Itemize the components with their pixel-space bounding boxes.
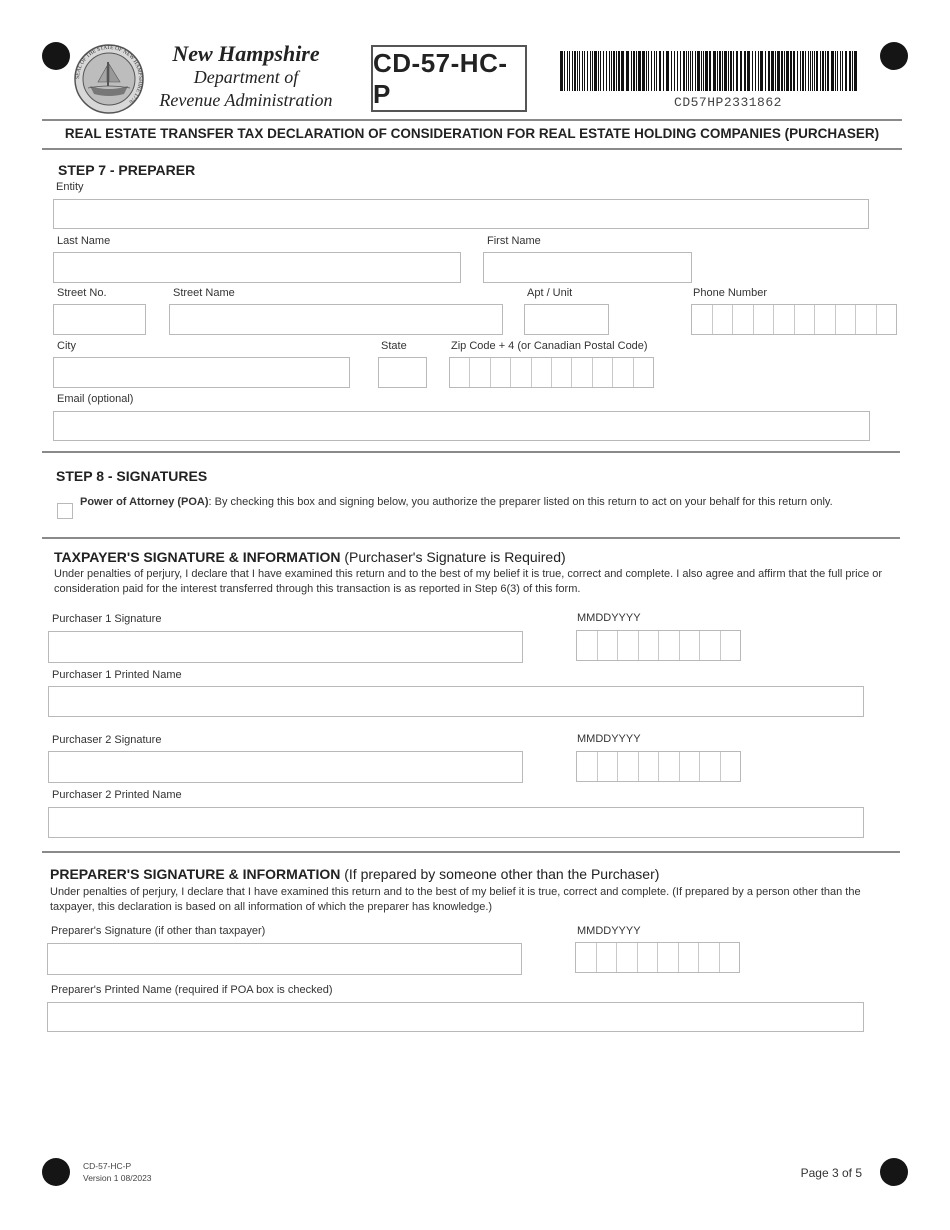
barcode [558,51,862,91]
street-name-label: Street Name [173,287,235,299]
barcode-bar [808,51,809,91]
email-input[interactable] [53,411,870,441]
taxpayer-heading-note: (Purchaser's Signature is Required) [340,549,566,565]
barcode-bar [613,51,615,91]
state-input[interactable] [378,357,427,388]
barcode-bar [810,51,811,91]
state-seal [74,44,144,114]
barcode-bar [800,51,801,91]
barcode-bar [797,51,798,91]
barcode-bar [560,51,563,91]
barcode-bar [835,51,836,91]
purchaser2-printed-label: Purchaser 2 Printed Name [52,789,182,801]
barcode-bar [656,51,657,91]
agency-state-name: New Hampshire [172,41,320,66]
barcode-bar [611,51,612,91]
barcode-bar [697,51,700,91]
barcode-bar [777,51,780,91]
barcode-bar [730,51,732,91]
form-title: REAL ESTATE TRANSFER TAX DECLARATION OF CONSIDERATION FOR REAL ESTATE HOLDING COMPANIES (PURCHASER) [64,126,880,141]
svg-text:SEAL OF THE STATE OF NEW HAMPS: SEAL OF THE STATE OF NEW HAMPSHIRE 1776 [74,44,144,105]
barcode-bar [651,51,652,91]
poa-text: : By checking this box and signing below, you authorize the preparer listed on this return to act on your behalf for this return only. [208,496,833,508]
preparer-printed-label: Preparer's Printed Name (required if POA box is checked) [51,984,333,996]
barcode-bar [572,51,573,91]
barcode-bar [747,51,750,91]
barcode-bar [733,51,734,91]
first-name-label: First Name [487,235,541,247]
street-no-input[interactable] [53,304,146,335]
barcode-bar [840,51,841,91]
barcode-number: CD57HP2331862 [674,95,782,110]
barcode-bar [587,51,588,91]
step7-heading: STEP 7 - PREPARER [58,162,196,178]
last-name-input[interactable] [53,252,461,283]
barcode-bar [659,51,661,91]
barcode-bar [677,51,678,91]
barcode-bar [845,51,847,91]
preparer-heading-note: (If prepared by someone other than the Purchaser) [340,866,660,882]
barcode-bar [837,51,838,91]
barcode-bar [705,51,708,91]
barcode-bar [701,51,702,91]
barcode-bar [755,51,756,91]
barcode-bar [603,51,604,91]
preparer-heading [50,866,659,882]
barcode-bar [609,51,610,91]
barcode-bar [600,51,601,91]
barcode-bar [577,51,578,91]
street-no-label: Street No. [57,287,107,299]
preparer-date-label: MMDDYYYY [577,925,641,937]
barcode-bar [616,51,617,91]
phone-label: Phone Number [693,287,767,299]
registration-mark-bottom-left [42,1158,70,1186]
form-code-box [371,45,527,112]
barcode-bar [606,51,607,91]
barcode-bar [626,51,629,91]
barcode-bar [820,51,821,91]
purchaser2-signature-input[interactable] [48,751,523,783]
barcode-bar [814,51,815,91]
barcode-bar [812,51,813,91]
barcode-bar [775,51,776,91]
page-number: Page 3 of 5 [800,1166,862,1180]
step8-heading: STEP 8 - SIGNATURES [56,468,208,484]
barcode-bar [825,51,826,91]
barcode-bar [703,51,704,91]
barcode-bar [574,51,576,91]
barcode-bar [744,51,746,91]
phone-input[interactable] [691,304,897,335]
poa-checkbox[interactable] [57,503,73,519]
apt-unit-input[interactable] [524,304,609,335]
purchaser1-signature-label: Purchaser 1 Signature [52,613,162,625]
barcode-bar [827,51,829,91]
city-label: City [57,340,76,352]
preparer-date-input[interactable] [575,942,740,973]
barcode-bar [760,51,763,91]
agency-dept-line1: Department of [193,67,299,87]
barcode-bar [674,51,675,91]
zip-input[interactable] [449,357,654,388]
barcode-bar [636,51,637,91]
barcode-bar [831,51,834,91]
divider [42,851,900,853]
preparer-signature-label: Preparer's Signature (if other than taxpayer) [51,925,266,937]
barcode-bar [638,51,641,91]
barcode-bar [713,51,716,91]
barcode-bar [598,51,599,91]
barcode-bar [633,51,635,91]
barcode-bar [854,51,857,91]
barcode-bar [719,51,721,91]
barcode-bar [631,51,632,91]
barcode-bar [683,51,685,91]
barcode-bar [666,51,669,91]
barcode-bar [786,51,789,91]
purchaser1-printed-label: Purchaser 1 Printed Name [52,669,182,681]
barcode-bar [567,51,568,91]
barcode-bar [736,51,738,91]
barcode-bar [671,51,672,91]
purchaser1-date-label: MMDDYYYY [577,612,641,624]
barcode-bar [695,51,696,91]
preparer-signature-input[interactable] [47,943,522,975]
registration-mark-top-left [42,42,70,70]
barcode-bar [849,51,851,91]
barcode-bar [590,51,591,91]
purchaser2-date-label: MMDDYYYY [577,733,641,745]
footer-version: Version 1 08/2023 [83,1173,152,1183]
divider [42,148,902,150]
barcode-bar [584,51,585,91]
barcode-bar [709,51,711,91]
barcode-bar [688,51,689,91]
state-label: State [381,340,407,352]
entity-input[interactable] [53,199,869,229]
purchaser1-signature-input[interactable] [48,631,523,663]
preparer-printed-input[interactable] [47,1002,864,1032]
poa-bold-label: Power of Attorney (POA) [80,496,209,508]
barcode-bar [784,51,785,91]
footer-form-code: CD-57-HC-P [83,1161,132,1171]
barcode-bar [692,51,693,91]
purchaser2-printed-input[interactable] [48,807,864,838]
city-input[interactable] [53,357,350,388]
purchaser1-date-input[interactable] [576,630,741,661]
barcode-bar [740,51,742,91]
barcode-bar [722,51,723,91]
preparer-heading-bold: PREPARER'S SIGNATURE & INFORMATION [50,866,341,882]
first-name-input[interactable] [483,252,692,283]
taxpayer-heading [54,549,566,565]
barcode-bar [793,51,795,91]
barcode-bar [842,51,843,91]
barcode-bar [579,51,580,91]
barcode-bar [728,51,729,91]
barcode-bar [663,51,664,91]
barcode-bar [654,51,655,91]
barcode-bar [768,51,770,91]
barcode-bar [765,51,766,91]
barcode-bar [802,51,804,91]
barcode-bar [690,51,691,91]
barcode-bar [621,51,624,91]
barcode-bar [822,51,824,91]
barcode-bar [790,51,792,91]
barcode-bar [592,51,593,91]
barcode-bar [781,51,783,91]
divider [42,537,900,539]
registration-mark-top-right [880,42,908,70]
street-name-input[interactable] [169,304,503,335]
preparer-declaration: Under penalties of perjury, I declare that I have examined this return and to the best of my belief it is true, correct and complete. (If prepared by a person other than the taxpayer, this declaration is based on all information of which the preparer has knowledge.) [50,886,861,913]
email-label: Email (optional) [57,393,134,405]
barcode-bar [582,51,583,91]
barcode-bar [717,51,718,91]
zip-label: Zip Code + 4 (or Canadian Postal Code) [451,340,648,352]
barcode-bar [758,51,759,91]
barcode-bar [618,51,620,91]
entity-label: Entity [56,181,84,193]
barcode-bar [564,51,565,91]
form-code: CD-57-HC-P [373,47,508,109]
agency-dept-line2: Revenue Administration [159,90,333,110]
barcode-bar [752,51,753,91]
barcode-bar [646,51,647,91]
apt-unit-label: Apt / Unit [527,287,573,299]
barcode-bar [852,51,853,91]
purchaser1-printed-input[interactable] [48,686,864,717]
divider [42,451,900,453]
barcode-bar [686,51,687,91]
last-name-label: Last Name [57,235,111,247]
barcode-bar [816,51,818,91]
divider [42,119,902,121]
purchaser2-date-input[interactable] [576,751,741,782]
registration-mark-bottom-right [880,1158,908,1186]
barcode-bar [724,51,727,91]
barcode-bar [642,51,645,91]
poa-statement [80,495,880,510]
barcode-bar [569,51,570,91]
taxpayer-declaration: Under penalties of perjury, I declare that I have examined this return and to the best of my belief it is true, correct and complete. I also agree and affirm that the full price or consideration paid for the interest transferred through this transaction is as reported in Step 6(3) of this form. [54,568,883,595]
barcode-bar [771,51,774,91]
taxpayer-heading-bold: TAXPAYER'S SIGNATURE & INFORMATION [54,549,341,565]
barcode-bar [805,51,806,91]
purchaser2-signature-label: Purchaser 2 Signature [52,734,162,746]
barcode-bar [680,51,681,91]
seal-lettering [74,44,144,114]
barcode-bar [648,51,649,91]
barcode-bar [594,51,597,91]
